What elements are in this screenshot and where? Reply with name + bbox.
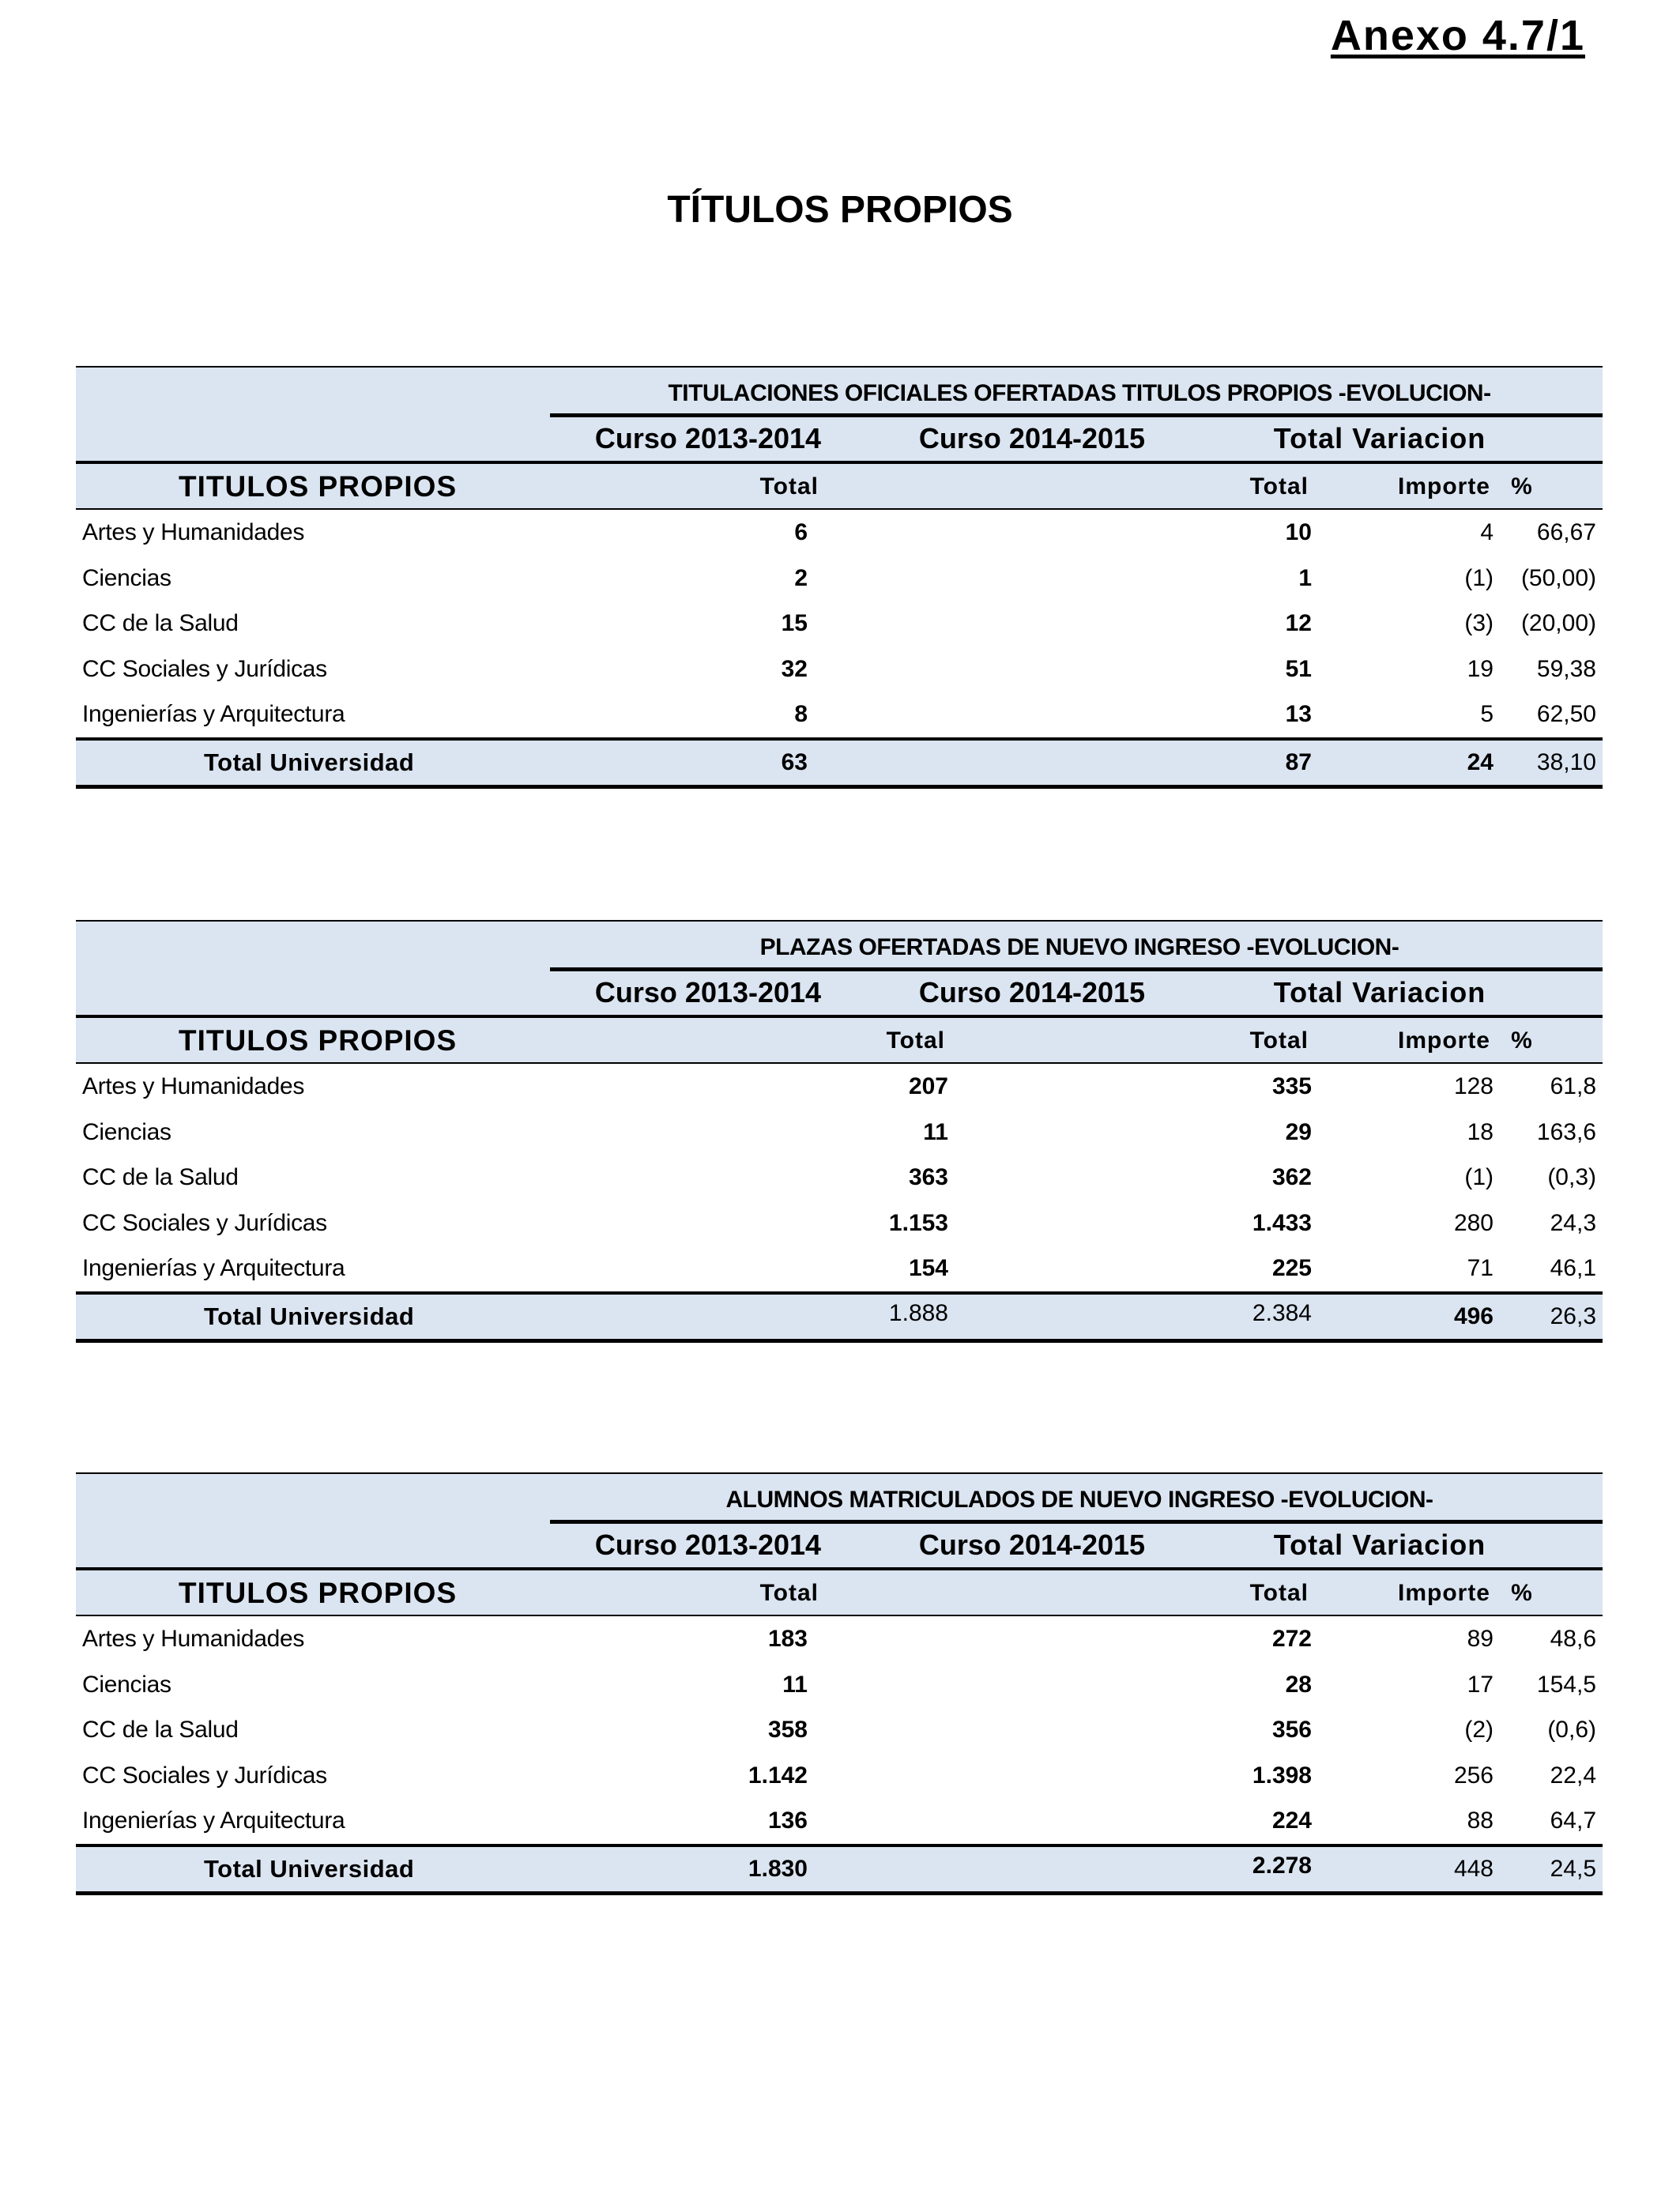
total-importe: 24 [1467,748,1494,775]
table-row [76,1662,1603,1708]
value-pct: (50,00) [1520,564,1596,591]
value-2013: 8 [794,701,808,727]
total-2014: 87 [1285,748,1312,775]
subheader-pct: % [1511,1580,1533,1606]
table-row [76,1064,1603,1110]
total-label: Total Universidad [204,748,415,776]
total-row [76,1844,1603,1895]
table-subtitle: PLAZAS OFERTADAS DE NUEVO INGRESO -EVOLUCION- [759,934,1399,960]
row-label: CC de la Salud [82,610,239,636]
table-row [76,1798,1603,1844]
table-row [76,1753,1603,1799]
value-pct: (20,00) [1520,610,1596,636]
total-2014: 2.278 [1252,1852,1312,1879]
value-2014: 362 [1271,1164,1312,1190]
subheader-total-a: Total [759,1580,819,1606]
total-row [76,1291,1603,1343]
value-pct: 62,50 [1536,701,1596,727]
subheader-total-a: Total [759,473,819,499]
value-importe: 89 [1467,1626,1494,1652]
row-label: Artes y Humanidades [82,1626,305,1652]
table-row [76,647,1603,692]
table-row [76,556,1603,601]
value-importe: 4 [1480,519,1494,545]
value-pct: 48,6 [1550,1626,1596,1652]
row-label: CC Sociales y Jurídicas [82,655,327,682]
value-importe: 17 [1467,1671,1494,1698]
value-2014: 224 [1271,1808,1312,1834]
value-pct: 46,1 [1550,1255,1596,1281]
table-row [76,510,1603,556]
subheader-total-b: Total [1249,1027,1309,1054]
value-2014: 1.398 [1252,1762,1312,1789]
total-label: Total Universidad [204,1854,415,1883]
value-2013: 154 [908,1255,948,1281]
value-importe: 88 [1467,1808,1494,1834]
value-2014: 225 [1271,1255,1312,1281]
table-alumnos [76,1472,1603,1895]
value-pct: 163,6 [1536,1118,1596,1145]
table-header [76,366,1603,508]
value-importe: 5 [1480,701,1494,727]
total-importe: 496 [1453,1302,1494,1329]
table-row [76,1155,1603,1201]
table-subtitle: TITULACIONES OFICIALES OFERTADAS TITULOS PROPIOS -EVOLUCION- [668,380,1491,406]
value-2013: 183 [767,1626,808,1652]
row-label: CC de la Salud [82,1164,239,1190]
variation-header: Total Variacion [1273,1529,1486,1561]
subheader-pct: % [1511,473,1533,499]
row-label: Ciencias [82,564,171,591]
total-2013: 1.888 [888,1299,948,1326]
value-2013: 207 [908,1073,948,1099]
category-header: TITULOS PROPIOS [179,1577,458,1609]
value-2014: 356 [1271,1717,1312,1743]
value-importe: (2) [1464,1717,1494,1743]
row-label: CC Sociales y Jurídicas [82,1209,327,1236]
value-2014: 10 [1285,519,1312,545]
table-row [76,1201,1603,1246]
table-row [76,1707,1603,1753]
value-2014: 51 [1285,655,1312,682]
value-2014: 1.433 [1252,1209,1312,1236]
value-2014: 13 [1285,701,1312,727]
category-header: TITULOS PROPIOS [179,470,458,503]
variation-header: Total Variacion [1273,422,1486,454]
value-pct: (0,3) [1547,1164,1596,1190]
value-2013: 2 [794,564,808,591]
row-label: CC de la Salud [82,1717,239,1743]
table-plazas [76,920,1603,1343]
table-row [76,692,1603,737]
table-row [76,601,1603,647]
total-row [76,737,1603,789]
row-label: Ciencias [82,1118,171,1145]
value-importe: (1) [1464,1164,1494,1190]
row-label: Ingenierías y Arquitectura [82,701,345,727]
value-pct: 24,3 [1550,1209,1596,1236]
value-2013: 15 [781,610,808,636]
row-label: CC Sociales y Jurídicas [82,1762,327,1789]
value-pct: 64,7 [1550,1808,1596,1834]
category-header: TITULOS PROPIOS [179,1024,458,1057]
value-2014: 272 [1271,1626,1312,1652]
table-body [76,1616,1603,1844]
total-2013: 1.830 [748,1855,808,1882]
value-importe: 280 [1453,1209,1494,1236]
value-pct: 59,38 [1536,655,1596,682]
total-pct: 26,3 [1550,1302,1596,1329]
subheader-total-a: Total [886,1027,945,1054]
value-importe: (1) [1464,564,1494,591]
value-pct: 154,5 [1536,1671,1596,1698]
value-importe: 256 [1453,1762,1494,1789]
value-2014: 12 [1285,610,1312,636]
value-2014: 28 [1285,1671,1312,1698]
row-label: Ingenierías y Arquitectura [82,1255,345,1281]
table-row [76,1616,1603,1662]
annex-label: Anexo 4.7/1 [1330,12,1585,59]
table-body [76,510,1603,737]
table-body [76,1064,1603,1291]
table-header [76,1472,1603,1615]
total-2014: 2.384 [1252,1299,1312,1326]
value-pct: (0,6) [1547,1717,1596,1743]
course-2013-header: Curso 2013-2014 [594,422,822,454]
value-2013: 358 [767,1717,808,1743]
subheader-pct: % [1511,1027,1533,1054]
row-label: Ciencias [82,1671,171,1698]
value-importe: 19 [1467,655,1494,682]
value-pct: 22,4 [1550,1762,1596,1789]
table-row [76,1110,1603,1155]
course-2014-header: Curso 2014-2015 [918,1529,1146,1561]
course-2014-header: Curso 2014-2015 [918,976,1146,1008]
value-2013: 11 [782,1671,808,1698]
subheader-importe: Importe [1397,473,1490,499]
subheader-importe: Importe [1397,1580,1490,1606]
row-label: Artes y Humanidades [82,1073,305,1099]
value-importe: 18 [1467,1118,1494,1145]
table-header [76,920,1603,1062]
value-2013: 11 [923,1118,948,1145]
subheader-importe: Importe [1397,1027,1490,1054]
value-pct: 66,67 [1536,519,1596,545]
total-pct: 24,5 [1550,1855,1596,1882]
total-pct: 38,10 [1536,748,1596,775]
course-2014-header: Curso 2014-2015 [918,422,1146,454]
value-2013: 6 [794,519,808,545]
subheader-total-b: Total [1249,473,1309,499]
subheader-total-b: Total [1249,1580,1309,1606]
value-importe: 128 [1453,1073,1494,1099]
value-importe: 71 [1467,1255,1494,1281]
table-row [76,1246,1603,1291]
value-pct: 61,8 [1550,1073,1596,1099]
course-2013-header: Curso 2013-2014 [594,1529,822,1561]
total-importe: 448 [1453,1855,1494,1882]
value-2013: 1.153 [888,1209,948,1236]
value-2014: 335 [1271,1073,1312,1099]
row-label: Ingenierías y Arquitectura [82,1808,345,1834]
value-importe: (3) [1464,610,1494,636]
value-2014: 29 [1285,1118,1312,1145]
page-title: TÍTULOS PROPIOS [667,189,1013,231]
table-titulaciones [76,366,1603,789]
value-2013: 32 [781,655,808,682]
table-subtitle: ALUMNOS MATRICULADOS DE NUEVO INGRESO -EVOLUCION- [725,1487,1433,1513]
value-2013: 136 [767,1808,808,1834]
row-label: Artes y Humanidades [82,519,305,545]
variation-header: Total Variacion [1273,976,1486,1008]
value-2014: 1 [1298,564,1312,591]
course-2013-header: Curso 2013-2014 [594,976,822,1008]
total-label: Total Universidad [204,1302,415,1330]
value-2013: 1.142 [748,1762,808,1789]
total-2013: 63 [781,748,808,775]
value-2013: 363 [908,1164,948,1190]
